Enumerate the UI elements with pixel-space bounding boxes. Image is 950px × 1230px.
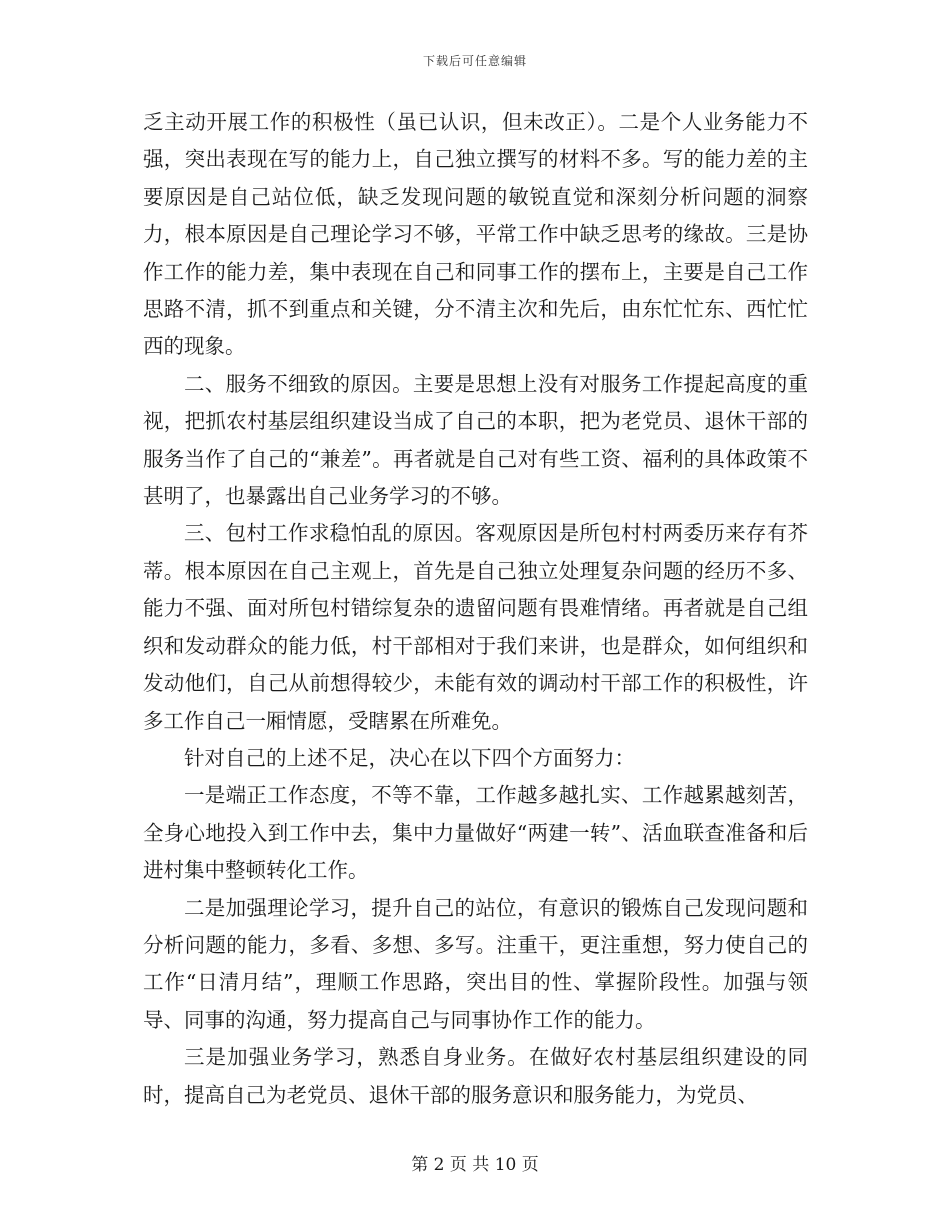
body-text xyxy=(143,104,808,1114)
paragraph-7: 三是加强业务学习，熟悉自身业务。在做好农村基层组织建设的同时，提高自己为老党员、退休干部的服务意识和服务能力，为党员、 xyxy=(143,1045,808,1107)
paragraph-5: 一是端正工作态度，不等不靠，工作越多越扎实、工作越累越刻苦，全身心地投入到工作中去，集中力量做好“两建一转”、活血联查准备和后进村集中整顿转化工作。 xyxy=(143,783,808,883)
paragraph-2: 二、服务不细致的原因。主要是思想上没有对服务工作提起高度的重视，把抓农村基层组织建设当成了自己的本职，把为老党员、退休干部的服务当作了自己的“兼差”。再者就是自己对有些工资、福利的具体政策不甚明了，也暴露出自己业务学习的不够。 xyxy=(143,371,808,509)
paragraph-1: 乏主动开展工作的积极性（虽已认识，但未改正）。二是个人业务能力不强，突出表现在写的能力上，自己独立撰写的材料不多。写的能力差的主要原因是自己站位低，缺乏发现问题的敏锐直觉和深刻分析问题的洞察力，根本原因是自己理论学习不够，平常工作中缺乏思考的缘故。三是协作工作的能力差，集中表现在自己和同事工作的摆布上，主要是自己工作思路不清，抓不到重点和关键，分不清主次和先后，由东忙忙东、西忙忙西的现象。 xyxy=(143,110,808,359)
paragraph-4: 针对自己的上述不足，决心在以下四个方面努力： xyxy=(184,745,635,770)
header-note: 下载后可任意编辑 xyxy=(422,54,527,68)
paragraph-6: 二是加强理论学习，提升自己的站位，有意识的锻炼自己发现问题和分析问题的能力，多看、多想、多写。注重干，更注重想，努力使自己的工作“日清月结”，理顺工作思路，突出目的性、掌握阶段性。加强与领导、同事的沟通，努力提高自己与同事协作工作的能力。 xyxy=(143,895,808,1032)
page-number: 第 2 页 共 10 页 xyxy=(411,1155,539,1175)
paragraph-3: 三、包村工作求稳怕乱的原因。客观原因是所包村村两委历来存有芥蒂。根本原因在自己主观上，首先是自己独立处理复杂问题的经历不多、能力不强、面对所包村错综复杂的遗留问题有畏难情绪。再者就是自己组织和发动群众的能力低，村干部相对于我们来讲，也是群众，如何组织和发动他们，自己从前想得较少，未能有效的调动村干部工作的积极性，许多工作自己一厢情愿，受瞎累在所难免。 xyxy=(143,521,808,733)
